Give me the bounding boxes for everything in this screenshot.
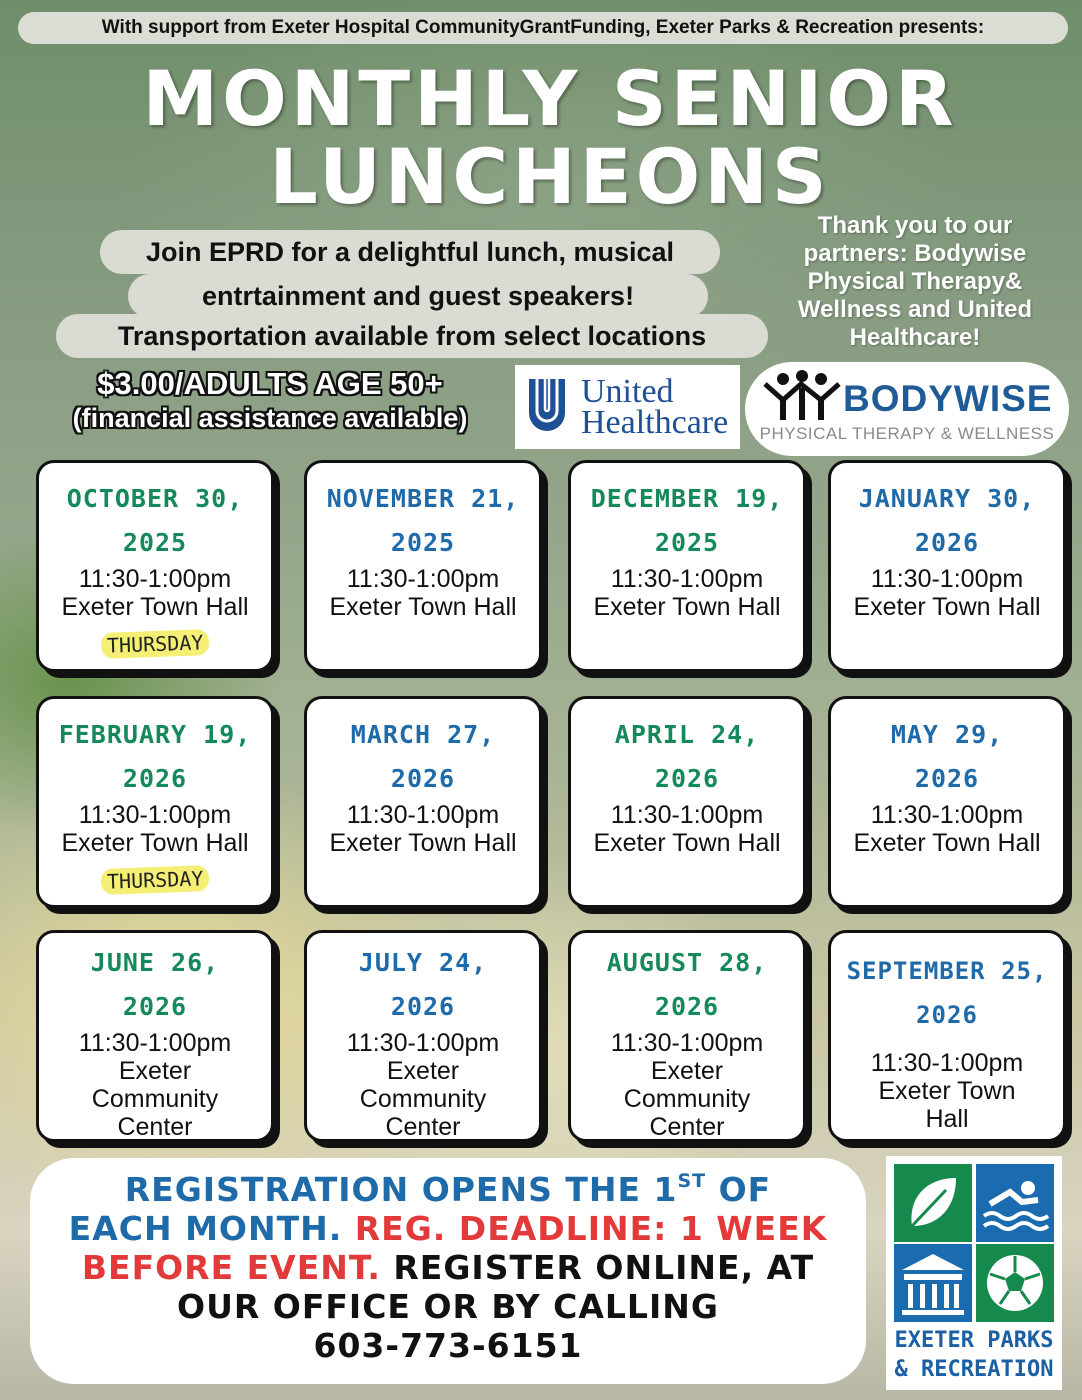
event-time: 11:30-1:00pm xyxy=(610,801,764,829)
price-info xyxy=(40,366,500,434)
intro-line-1: Join EPRD for a delightful lunch, musical xyxy=(100,230,720,274)
soccer-ball-icon xyxy=(976,1244,1054,1322)
event-location-line: Center xyxy=(117,1113,193,1141)
parks-name-line-1: EXETER PARKS xyxy=(894,1328,1054,1353)
event-date: DECEMBER 19, 2025 xyxy=(590,484,784,557)
event-date: JULY 24, 2026 xyxy=(358,948,488,1021)
event-card xyxy=(304,696,542,908)
event-date: JANUARY 30, 2026 xyxy=(858,484,1036,557)
event-location-line: Hall xyxy=(925,1105,969,1133)
bodywise-subtitle: PHYSICAL THERAPY & WELLNESS xyxy=(759,424,1055,443)
bodywise-logo xyxy=(745,362,1069,456)
registration-line-1: REGISTRATION OPENS THE 1ST OF xyxy=(124,1170,772,1209)
event-card xyxy=(568,696,806,908)
bodywise-name: BODYWISE xyxy=(843,378,1053,419)
leaf-icon xyxy=(894,1164,972,1242)
event-date: SEPTEMBER 25, 2026 xyxy=(846,957,1048,1029)
title-line-1: MONTHLY SENIOR xyxy=(142,54,958,143)
page-title xyxy=(60,54,1040,221)
event-location-line: Exeter Town xyxy=(878,1077,1016,1105)
registration-line-2: EACH MONTH. REG. DEADLINE: 1 WEEK xyxy=(68,1209,828,1248)
event-date: MAY 29, 2026 xyxy=(890,720,1004,793)
event-location-line: Exeter xyxy=(650,1057,724,1085)
title-line-2: LUNCHEONS xyxy=(269,132,831,221)
event-location: Exeter Town Hall xyxy=(61,593,249,621)
event-location-line: Center xyxy=(385,1113,461,1141)
event-location-line: Community xyxy=(91,1085,219,1113)
event-time: 11:30-1:00pm xyxy=(610,1029,764,1057)
event-location: Exeter Town Hall xyxy=(61,829,249,857)
event-time: 11:30-1:00pm xyxy=(78,801,232,829)
event-date: FEBRUARY 19, 2026 xyxy=(58,720,252,793)
united-healthcare-logo xyxy=(515,365,740,449)
registration-line-3: BEFORE EVENT. REGISTER ONLINE, AT xyxy=(81,1248,815,1287)
assistance-line: (financial assistance available) xyxy=(72,403,468,433)
event-time: 11:30-1:00pm xyxy=(78,565,232,593)
event-location-line: Center xyxy=(649,1113,725,1141)
event-time: 11:30-1:00pm xyxy=(346,1029,500,1057)
uhc-name-line-1: United xyxy=(581,373,674,410)
registration-line-4: OUR OFFICE OR BY CALLING xyxy=(177,1287,719,1326)
event-time: 11:30-1:00pm xyxy=(78,1029,232,1057)
parks-name xyxy=(886,1326,1062,1384)
event-card xyxy=(828,460,1066,672)
exeter-parks-logo xyxy=(886,1156,1062,1390)
event-location: Exeter Town Hall xyxy=(593,593,781,621)
event-time: 11:30-1:00pm xyxy=(870,801,1024,829)
parks-name-line-2: & RECREATION xyxy=(894,1357,1054,1382)
event-location-line: Exeter xyxy=(386,1057,460,1085)
event-location: Exeter Town Hall xyxy=(853,593,1041,621)
event-location-line: Exeter xyxy=(118,1057,192,1085)
event-card xyxy=(568,930,806,1142)
bodywise-figures-icon xyxy=(763,370,841,426)
thanks-message: Thank you to our partners: Bodywise Physical Therapy& Wellness and United Healthcare! xyxy=(797,212,1033,351)
uhc-name-line-2: Healthcare xyxy=(581,404,729,441)
event-date: JUNE 26, 2026 xyxy=(90,948,220,1021)
event-card xyxy=(568,460,806,672)
uhc-shield-icon xyxy=(525,375,569,439)
registration-info xyxy=(30,1158,866,1384)
event-card xyxy=(828,696,1066,908)
support-banner: With support from Exeter Hospital CommunityGrantFunding, Exeter Parks & Recreation presents: xyxy=(18,12,1068,44)
thursday-badge: THURSDAY xyxy=(100,865,209,895)
event-card xyxy=(36,930,274,1142)
event-card xyxy=(36,696,274,908)
event-time: 11:30-1:00pm xyxy=(346,801,500,829)
event-location: Exeter Town Hall xyxy=(593,829,781,857)
event-card xyxy=(828,930,1066,1142)
event-location: Exeter Town Hall xyxy=(853,829,1041,857)
event-card xyxy=(304,460,542,672)
event-location: Exeter Town Hall xyxy=(329,593,517,621)
event-date: NOVEMBER 21, 2025 xyxy=(326,484,520,557)
event-location-line: Community xyxy=(359,1085,487,1113)
event-location: Exeter Town Hall xyxy=(329,829,517,857)
event-time: 11:30-1:00pm xyxy=(610,565,764,593)
phone-number: 603-773-6151 xyxy=(313,1326,583,1365)
event-time: 11:30-1:00pm xyxy=(346,565,500,593)
event-card xyxy=(36,460,274,672)
event-time: 11:30-1:00pm xyxy=(870,1049,1024,1077)
town-hall-icon xyxy=(894,1244,972,1322)
event-location-line: Community xyxy=(623,1085,751,1113)
event-date: AUGUST 28, 2026 xyxy=(606,948,768,1021)
event-date: APRIL 24, 2026 xyxy=(614,720,760,793)
intro-line-2: entrtainment and guest speakers! xyxy=(128,274,708,318)
thursday-badge: THURSDAY xyxy=(100,629,209,659)
swimmer-icon xyxy=(976,1164,1054,1242)
event-date: MARCH 27, 2026 xyxy=(350,720,496,793)
event-card xyxy=(304,930,542,1142)
intro-line-3: Transportation available from select locations xyxy=(56,314,768,358)
price-line: $3.00/ADULTS AGE 50+ xyxy=(97,366,443,401)
event-time: 11:30-1:00pm xyxy=(870,565,1024,593)
event-date: OCTOBER 30, 2025 xyxy=(66,484,244,557)
